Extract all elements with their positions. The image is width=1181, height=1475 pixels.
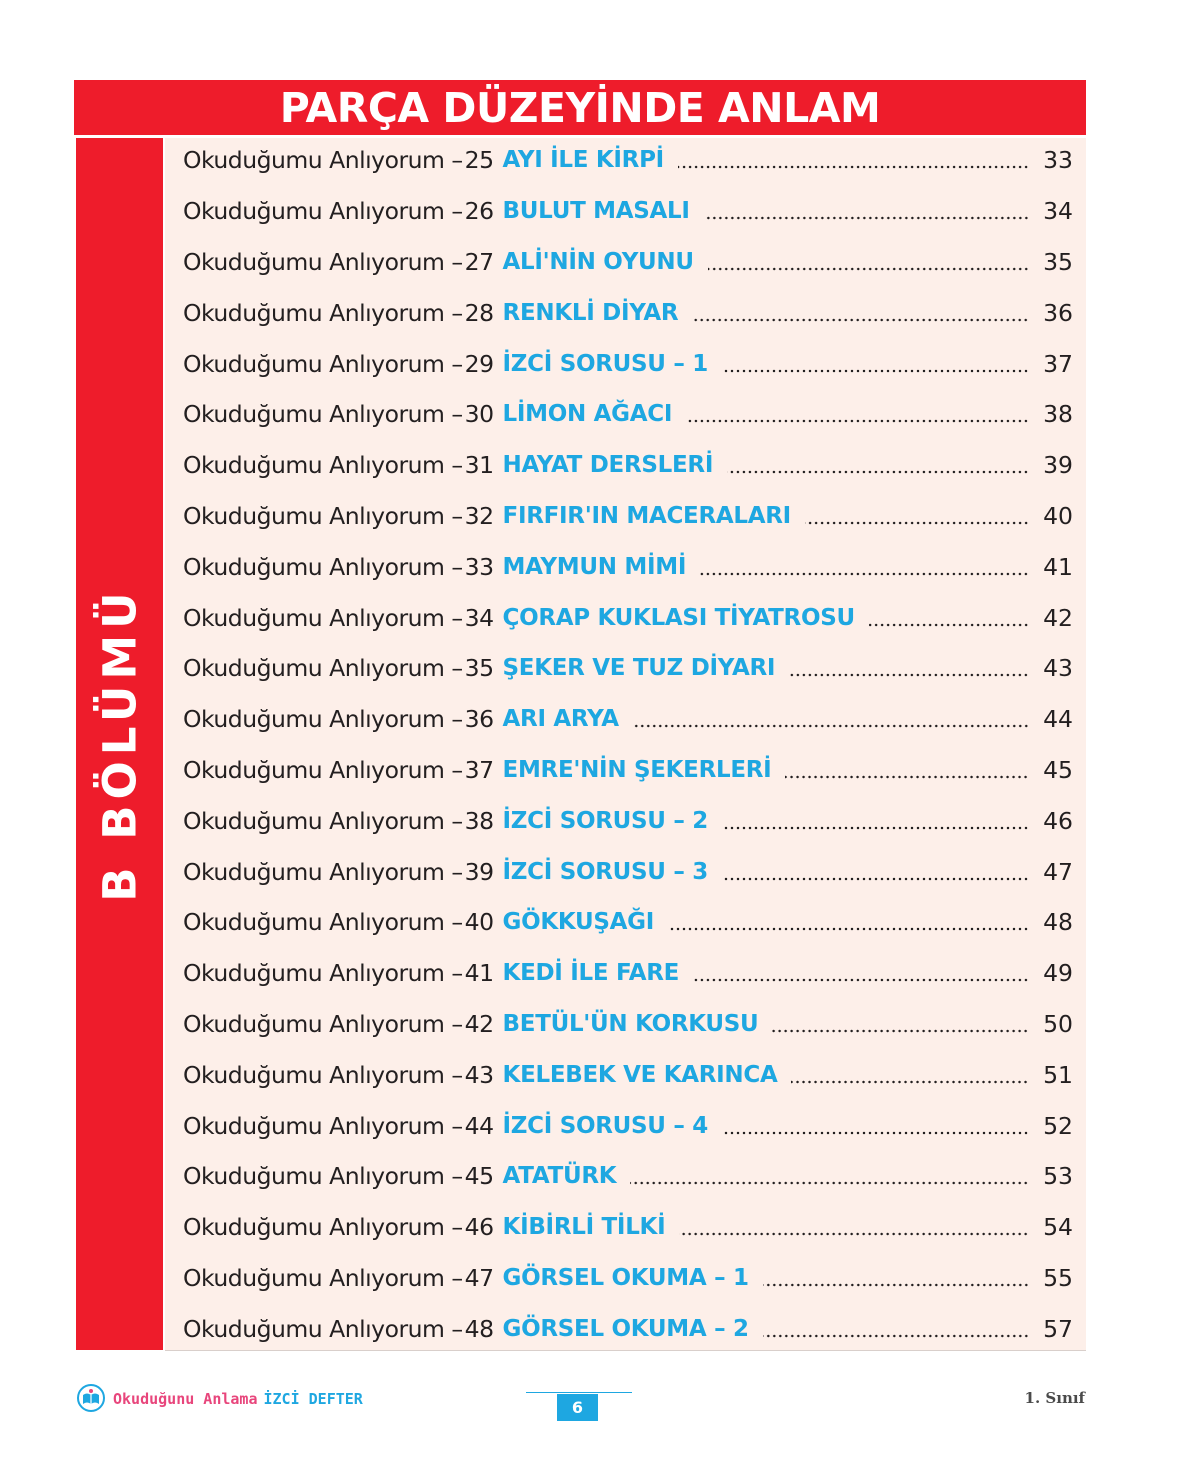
entry-title: GÖKKUŞAĞI xyxy=(502,909,654,936)
dot-leader xyxy=(763,1333,1029,1339)
dot-leader xyxy=(763,1282,1029,1288)
entry-prefix: Okuduğumu Anlıyorum – xyxy=(183,857,463,886)
entry-prefix: Okuduğumu Anlıyorum – xyxy=(183,755,463,784)
entry-page: 38 xyxy=(1043,400,1073,429)
dot-leader xyxy=(722,825,1029,831)
entry-title: İZCİ SORUSU – 4 xyxy=(502,1112,708,1139)
entry-prefix: Okuduğumu Anlıyorum – xyxy=(183,603,463,632)
entry-prefix: Okuduğumu Anlıyorum – xyxy=(183,400,463,429)
entry-title: İZCİ SORUSU – 1 xyxy=(502,350,708,377)
entry-title: FIRFIR'IN MACERALARI xyxy=(502,502,791,529)
entry-title: ALİ'NİN OYUNU xyxy=(502,248,694,275)
entry-number: 41 xyxy=(464,959,494,988)
toc-entry xyxy=(165,287,1086,338)
entry-title: GÖRSEL OKUMA – 2 xyxy=(502,1315,749,1342)
entry-page: 40 xyxy=(1043,501,1073,530)
entry-number: 36 xyxy=(464,705,494,734)
entry-page: 37 xyxy=(1043,349,1073,378)
dot-leader xyxy=(633,723,1029,729)
entry-prefix: Okuduğumu Anlıyorum – xyxy=(183,908,463,937)
toc-entry xyxy=(165,643,1086,694)
entry-page: 44 xyxy=(1043,705,1073,734)
entry-page: 54 xyxy=(1043,1213,1073,1242)
footer-page-number: 6 xyxy=(557,1394,598,1421)
dot-leader xyxy=(722,876,1029,882)
footer-brand-book: İZCİ DEFTER xyxy=(263,1390,363,1408)
entry-prefix: Okuduğumu Anlıyorum – xyxy=(183,654,463,683)
entry-prefix: Okuduğumu Anlıyorum – xyxy=(183,959,463,988)
dot-leader xyxy=(678,164,1029,170)
entry-prefix: Okuduğumu Anlıyorum – xyxy=(183,806,463,835)
entry-number: 42 xyxy=(464,1009,494,1038)
toc-entry xyxy=(165,948,1086,999)
footer-brand-series: Okuduğunu Anlama xyxy=(113,1390,258,1408)
entry-page: 43 xyxy=(1043,654,1073,683)
entry-prefix: Okuduğumu Anlıyorum – xyxy=(183,705,463,734)
entry-prefix: Okuduğumu Anlıyorum – xyxy=(183,501,463,530)
dot-leader xyxy=(692,317,1029,323)
toc-entry xyxy=(165,389,1086,440)
section-header xyxy=(74,80,1086,135)
dot-leader xyxy=(693,977,1029,983)
dot-leader xyxy=(869,622,1029,628)
entry-title: ARI ARYA xyxy=(502,706,619,733)
footer-grade: 1. Sınıf xyxy=(1024,1389,1085,1407)
toc-entry xyxy=(165,186,1086,237)
entry-page: 47 xyxy=(1043,857,1073,886)
entry-prefix: Okuduğumu Anlıyorum – xyxy=(183,349,463,378)
entry-number: 28 xyxy=(464,298,494,327)
entry-number: 26 xyxy=(464,197,494,226)
entry-number: 25 xyxy=(464,146,494,175)
entry-page: 49 xyxy=(1043,959,1073,988)
toc-entry xyxy=(165,795,1086,846)
entry-page: 55 xyxy=(1043,1263,1073,1292)
entry-page: 42 xyxy=(1043,603,1073,632)
section-side-label xyxy=(76,138,163,1350)
dot-leader xyxy=(708,266,1029,272)
dot-leader xyxy=(722,368,1029,374)
entry-prefix: Okuduğumu Anlıyorum – xyxy=(183,552,463,581)
entry-prefix: Okuduğumu Anlıyorum – xyxy=(183,146,463,175)
side-label-text: B BÖLÜMÜ xyxy=(93,586,146,902)
entry-page: 36 xyxy=(1043,298,1073,327)
entry-title: MAYMUN MİMİ xyxy=(502,553,687,580)
entry-number: 48 xyxy=(464,1314,494,1343)
toc-entry xyxy=(165,897,1086,948)
section-title: PARÇA DÜZEYİNDE ANLAM xyxy=(279,84,881,132)
entry-prefix: Okuduğumu Anlıyorum – xyxy=(183,1009,463,1038)
entry-page: 57 xyxy=(1043,1314,1073,1343)
entry-number: 43 xyxy=(464,1060,494,1089)
toc-entry xyxy=(165,1100,1086,1151)
entry-number: 34 xyxy=(464,603,494,632)
dot-leader xyxy=(700,571,1029,577)
entry-title: İZCİ SORUSU – 2 xyxy=(502,807,708,834)
entry-prefix: Okuduğumu Anlıyorum – xyxy=(183,298,463,327)
entry-title: EMRE'NİN ŞEKERLERİ xyxy=(502,756,772,783)
entry-prefix: Okuduğumu Anlıyorum – xyxy=(183,1162,463,1191)
entry-prefix: Okuduğumu Anlıyorum – xyxy=(183,1314,463,1343)
toc-entry xyxy=(165,338,1086,389)
entry-number: 39 xyxy=(464,857,494,886)
entry-title: BETÜL'ÜN KORKUSU xyxy=(502,1010,759,1037)
dot-leader xyxy=(630,1180,1029,1186)
entry-number: 45 xyxy=(464,1162,494,1191)
dot-leader xyxy=(686,418,1029,424)
entry-page: 45 xyxy=(1043,755,1073,784)
toc-entry xyxy=(165,846,1086,897)
dot-leader xyxy=(772,1028,1029,1034)
entry-page: 41 xyxy=(1043,552,1073,581)
entry-page: 48 xyxy=(1043,908,1073,937)
toc-entry xyxy=(165,491,1086,542)
toc-entry xyxy=(165,999,1086,1050)
toc-entry xyxy=(165,1151,1086,1202)
entry-page: 39 xyxy=(1043,451,1073,480)
toc-entry xyxy=(165,440,1086,491)
dot-leader xyxy=(704,215,1029,221)
entry-title: KİBİRLİ TİLKİ xyxy=(502,1214,666,1241)
entry-page: 50 xyxy=(1043,1009,1073,1038)
entry-number: 40 xyxy=(464,908,494,937)
entry-prefix: Okuduğumu Anlıyorum – xyxy=(183,247,463,276)
table-of-contents xyxy=(165,138,1086,1351)
entry-prefix: Okuduğumu Anlıyorum – xyxy=(183,1213,463,1242)
dot-leader xyxy=(805,520,1029,526)
entry-page: 35 xyxy=(1043,247,1073,276)
entry-number: 31 xyxy=(464,451,494,480)
entry-title: GÖRSEL OKUMA – 1 xyxy=(502,1264,749,1291)
entry-title: ÇORAP KUKLASI TİYATROSU xyxy=(502,604,855,631)
dot-leader xyxy=(791,1079,1029,1085)
toc-entry xyxy=(165,592,1086,643)
toc-entry xyxy=(165,541,1086,592)
entry-title: AYI İLE KİRPİ xyxy=(502,147,664,174)
entry-prefix: Okuduğumu Anlıyorum – xyxy=(183,197,463,226)
entry-title: HAYAT DERSLERİ xyxy=(502,452,714,479)
entry-number: 29 xyxy=(464,349,494,378)
toc-entry xyxy=(165,1049,1086,1100)
entry-page: 51 xyxy=(1043,1060,1073,1089)
toc-entry xyxy=(165,1303,1086,1354)
entry-title: ATATÜRK xyxy=(502,1163,617,1190)
entry-prefix: Okuduğumu Anlıyorum – xyxy=(183,451,463,480)
dot-leader xyxy=(785,774,1029,780)
entry-title: KELEBEK VE KARINCA xyxy=(502,1061,778,1088)
dot-leader xyxy=(789,672,1029,678)
entry-title: İZCİ SORUSU – 3 xyxy=(502,858,708,885)
entry-page: 34 xyxy=(1043,197,1073,226)
entry-number: 44 xyxy=(464,1111,494,1140)
toc-entry xyxy=(165,237,1086,288)
entry-prefix: Okuduğumu Anlıyorum – xyxy=(183,1263,463,1292)
footer-brand xyxy=(113,1390,363,1408)
entry-title: KEDİ İLE FARE xyxy=(502,960,680,987)
dot-leader xyxy=(668,926,1029,932)
entry-prefix: Okuduğumu Anlıyorum – xyxy=(183,1111,463,1140)
entry-page: 46 xyxy=(1043,806,1073,835)
entry-number: 32 xyxy=(464,501,494,530)
toc-entry xyxy=(165,694,1086,745)
entry-number: 33 xyxy=(464,552,494,581)
entry-title: RENKLİ DİYAR xyxy=(502,299,679,326)
entry-page: 52 xyxy=(1043,1111,1073,1140)
toc-entry xyxy=(165,135,1086,186)
entry-number: 37 xyxy=(464,755,494,784)
dot-leader xyxy=(722,1130,1029,1136)
entry-number: 38 xyxy=(464,806,494,835)
entry-number: 30 xyxy=(464,400,494,429)
dot-leader xyxy=(727,469,1029,475)
entry-title: ŞEKER VE TUZ DİYARI xyxy=(502,655,776,682)
footer-divider xyxy=(526,1392,632,1393)
entry-title: BULUT MASALI xyxy=(502,198,690,225)
book-logo-icon xyxy=(77,1384,105,1412)
entry-number: 27 xyxy=(464,247,494,276)
dot-leader xyxy=(679,1231,1029,1237)
entry-page: 33 xyxy=(1043,146,1073,175)
toc-entry xyxy=(165,1202,1086,1253)
entry-prefix: Okuduğumu Anlıyorum – xyxy=(183,1060,463,1089)
entry-number: 46 xyxy=(464,1213,494,1242)
entry-page: 53 xyxy=(1043,1162,1073,1191)
entry-title: LİMON AĞACI xyxy=(502,401,673,428)
entry-number: 47 xyxy=(464,1263,494,1292)
toc-entry xyxy=(165,745,1086,796)
entry-number: 35 xyxy=(464,654,494,683)
toc-entry xyxy=(165,1253,1086,1304)
